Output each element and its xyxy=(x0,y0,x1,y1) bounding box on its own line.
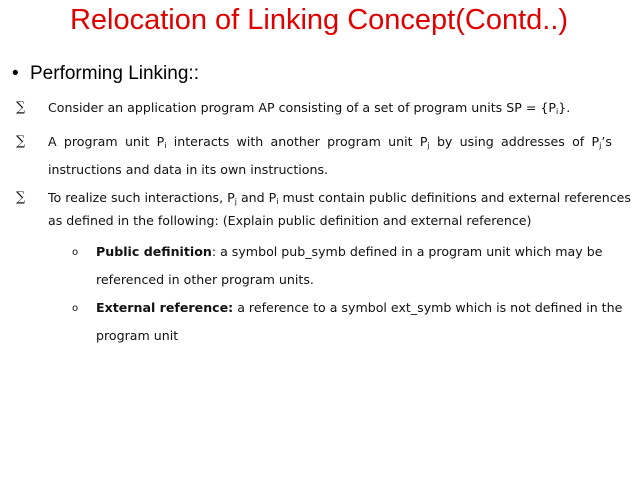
bullet-dot: • xyxy=(12,63,19,84)
sigma-bullet-1: ∑ xyxy=(16,100,26,115)
sub-item-1-line-2: referenced in other program units. xyxy=(96,272,314,287)
item-3-line-2: as defined in the following: (Explain public definition and external reference) xyxy=(48,213,532,228)
sub-item-1-rest: : a symbol pub_symb defined in a program unit which may be xyxy=(211,244,603,259)
sigma-bullet-3: ∑ xyxy=(16,190,26,205)
sub-item-2-line-1 xyxy=(96,299,622,317)
sub-item-1-line-1 xyxy=(96,243,602,261)
top-bullet xyxy=(12,62,199,86)
top-bullet-text: Performing Linking:: xyxy=(30,63,199,84)
sigma-bullet-2: ∑ xyxy=(16,134,26,149)
circle-bullet-1: o xyxy=(72,247,79,258)
circle-bullet-2: o xyxy=(72,303,79,314)
slide-title: Relocation of Linking Concept(Contd..) xyxy=(69,4,569,36)
item-3-line-1: To realize such interactions, $P_j$ and $P_i$ must contain public definitions and external references xyxy=(48,190,631,206)
item-1-line-1: Consider an application program AP consisting of a set of program units SP = $\{P_i\}$. xyxy=(48,100,571,116)
sub-item-2-term: External reference: xyxy=(96,300,234,315)
item-2-line-1: A program unit $P_i$ interacts with another program unit $P_j$ by using addresses of $P_j’s$ xyxy=(48,134,612,150)
sub-item-2-line-2: program unit xyxy=(96,328,179,343)
item-2-line-2: instructions and data in its own instructions. xyxy=(48,162,329,177)
sub-item-2-rest: a reference to a symbol ext_symb which is not defined in the xyxy=(233,300,623,315)
sub-item-1-term: Public definition xyxy=(96,244,212,259)
